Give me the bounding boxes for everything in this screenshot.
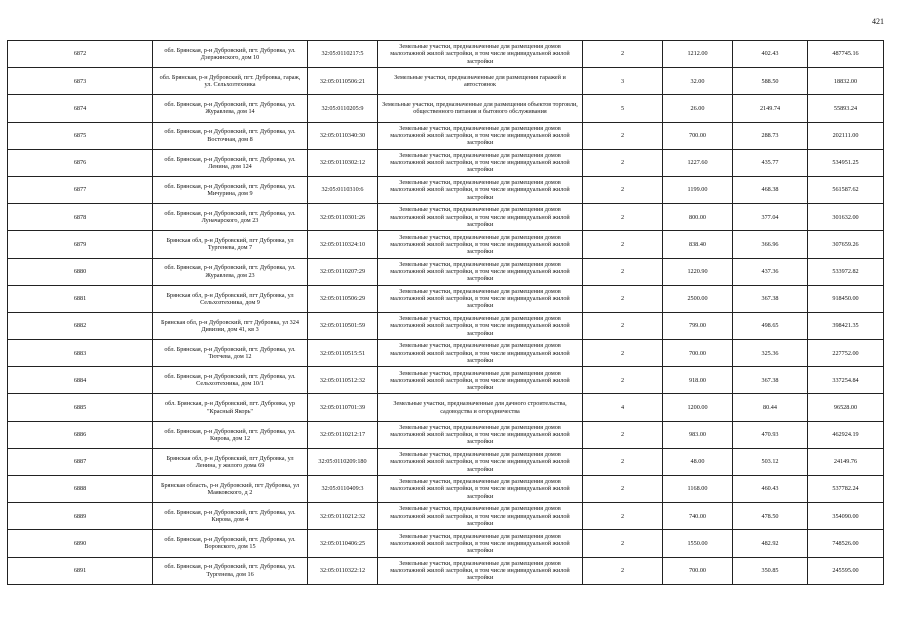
table-row [8,340,884,367]
cadastral-value-cell: 561587.62 [808,176,884,203]
table-row [8,448,884,475]
cadastral-number-cell: 32:05:0110302:12 [308,149,378,176]
specific-value-cell: 367.38 [733,285,808,312]
use-group-cell: 2 [583,41,663,68]
permitted-use-cell: Земельные участки, предназначенные для размещения домов малоэтажной жилой застройки, в том числе индивидуальной жилой застройки [378,149,583,176]
cadastral-number-cell: 32:05:0110310:6 [308,176,378,203]
address-cell: обл. Брянская, р-н Дубровский, пгт. Дубровка, ул. Тургенева, дом 16 [153,557,308,584]
use-group-cell: 2 [583,503,663,530]
cadastral-value-cell: 398421.35 [808,312,884,339]
address-cell: обл. Брянская, р-н Дубровский, пгт. Дубровка, ул. Дзержинского, дом 10 [153,41,308,68]
use-group-cell: 4 [583,394,663,421]
address-cell: обл. Брянская, р-н Дубровский, пгт. Дубровка, ул. Кирова, дом 12 [153,421,308,448]
permitted-use-cell: Земельные участки, предназначенные для размещения домов малоэтажной жилой застройки, в том числе индивидуальной жилой застройки [378,176,583,203]
row-number: 6883 [8,340,153,367]
cadastral-value-cell: 748526.00 [808,530,884,557]
permitted-use-cell: Земельные участки, предназначенные для дачного строительства, садоводства и огородничества [378,394,583,421]
row-number: 6885 [8,394,153,421]
permitted-use-cell: Земельные участки, предназначенные для размещения домов малоэтажной жилой застройки, в том числе индивидуальной жилой застройки [378,448,583,475]
specific-value-cell: 350.85 [733,557,808,584]
area-cell: 1220.90 [663,258,733,285]
address-cell: обл. Брянская, р-н Дубровский, пгт. Дубровка, ул. Восточная, дом 8 [153,122,308,149]
specific-value-cell: 470.93 [733,421,808,448]
cadastral-value-cell: 202111.00 [808,122,884,149]
area-cell: 48.00 [663,448,733,475]
permitted-use-cell: Земельные участки, предназначенные для размещения домов малоэтажной жилой застройки, в том числе индивидуальной жилой застройки [378,122,583,149]
row-number: 6876 [8,149,153,176]
cadastral-value-cell: 18832.00 [808,68,884,95]
permitted-use-cell: Земельные участки, предназначенные для размещения домов малоэтажной жилой застройки, в том числе индивидуальной жилой застройки [378,476,583,503]
cadastral-value-cell: 537782.24 [808,476,884,503]
cadastral-number-cell: 32:05:0110409:3 [308,476,378,503]
permitted-use-cell: Земельные участки, предназначенные для размещения домов малоэтажной жилой застройки, в том числе индивидуальной жилой застройки [378,557,583,584]
use-group-cell: 2 [583,340,663,367]
row-number: 6881 [8,285,153,312]
area-cell: 1550.00 [663,530,733,557]
address-cell: обл. Брянская, р-н Дубровский, пгт. Дубровка, ур "Красный Якорь" [153,394,308,421]
cadastral-number-cell: 32:05:0110212:32 [308,503,378,530]
specific-value-cell: 588.50 [733,68,808,95]
row-number: 6877 [8,176,153,203]
permitted-use-cell: Земельные участки, предназначенные для размещения домов малоэтажной жилой застройки, в том числе индивидуальной жилой застройки [378,367,583,394]
row-number: 6874 [8,95,153,122]
address-cell: Брянская обл, р-н Дубровский, пгт Дубровка, ул Сельхозтехника, дом 9 [153,285,308,312]
specific-value-cell: 482.92 [733,530,808,557]
area-cell: 700.00 [663,122,733,149]
cadastral-number-cell: 32:05:0110340:30 [308,122,378,149]
address-cell: Брянская область, р-н Дубровский, пгт Дубровка, ул Маяковского, д 2 [153,476,308,503]
area-cell: 1168.00 [663,476,733,503]
row-number: 6878 [8,204,153,231]
cadastral-number-cell: 32:05:0110322:12 [308,557,378,584]
use-group-cell: 3 [583,68,663,95]
cadastral-number-cell: 32:05:0110515:51 [308,340,378,367]
use-group-cell: 2 [583,367,663,394]
permitted-use-cell: Земельные участки, предназначенные для размещения домов малоэтажной жилой застройки, в том числе индивидуальной жилой застройки [378,258,583,285]
cadastral-number-cell: 32:05:0110701:39 [308,394,378,421]
specific-value-cell: 325.36 [733,340,808,367]
specific-value-cell: 435.77 [733,149,808,176]
table-row [8,258,884,285]
address-cell: обл. Брянская, р-н Дубровский, пгт. Дубровка, ул. Воровского, дом 15 [153,530,308,557]
cadastral-number-cell: 32:05:0110406:25 [308,530,378,557]
cadastral-value-cell: 918450.00 [808,285,884,312]
row-number: 6872 [8,41,153,68]
area-cell: 32.00 [663,68,733,95]
use-group-cell: 5 [583,95,663,122]
cadastral-value-cell: 487745.16 [808,41,884,68]
permitted-use-cell: Земельные участки, предназначенные для размещения домов малоэтажной жилой застройки, в том числе индивидуальной жилой застройки [378,503,583,530]
use-group-cell: 2 [583,421,663,448]
use-group-cell: 2 [583,285,663,312]
row-number: 6875 [8,122,153,149]
address-cell: обл. Брянская, р-н Дубровский, пгт. Дубровка, ул. Мичурина, дом 9 [153,176,308,203]
table-row [8,476,884,503]
area-cell: 1227.60 [663,149,733,176]
cadastral-value-cell: 55893.24 [808,95,884,122]
use-group-cell: 2 [583,231,663,258]
row-number: 6880 [8,258,153,285]
cadastral-number-cell: 32:05:0110212:17 [308,421,378,448]
cadastral-number-cell: 32:05:0110207:29 [308,258,378,285]
cadastral-value-cell: 337254.84 [808,367,884,394]
cadastral-value-cell: 227752.00 [808,340,884,367]
use-group-cell: 2 [583,312,663,339]
land-plots-table [7,40,884,585]
use-group-cell: 2 [583,530,663,557]
table-row [8,367,884,394]
cadastral-number-cell: 32:05:0110506:29 [308,285,378,312]
area-cell: 918.00 [663,367,733,394]
row-number: 6888 [8,476,153,503]
cadastral-number-cell: 32:05:0110209:180 [308,448,378,475]
use-group-cell: 2 [583,557,663,584]
permitted-use-cell: Земельные участки, предназначенные для размещения гаражей и автостоянок [378,68,583,95]
area-cell: 1199.00 [663,176,733,203]
address-cell: обл. Брянская, р-н Дубровский, пгт. Дубровка, гараж, ул. Сельхозтехника [153,68,308,95]
permitted-use-cell: Земельные участки, предназначенные для размещения домов малоэтажной жилой застройки, в том числе индивидуальной жилой застройки [378,285,583,312]
use-group-cell: 2 [583,149,663,176]
cadastral-number-cell: 32:05:0110301:26 [308,204,378,231]
cadastral-value-cell: 245595.00 [808,557,884,584]
row-number: 6882 [8,312,153,339]
cadastral-value-cell: 301632.00 [808,204,884,231]
table-row [8,41,884,68]
specific-value-cell: 460.43 [733,476,808,503]
table-row [8,176,884,203]
table-row [8,421,884,448]
cadastral-number-cell: 32:05:0110512:32 [308,367,378,394]
table-body [8,41,884,585]
permitted-use-cell: Земельные участки, предназначенные для размещения домов малоэтажной жилой застройки, в том числе индивидуальной жилой застройки [378,530,583,557]
use-group-cell: 2 [583,448,663,475]
specific-value-cell: 377.04 [733,204,808,231]
address-cell: обл. Брянская, р-н Дубровский, пгт. Дубровка, ул. Сельхозтехника, дом 10/1 [153,367,308,394]
specific-value-cell: 366.96 [733,231,808,258]
specific-value-cell: 503.12 [733,448,808,475]
use-group-cell: 2 [583,176,663,203]
use-group-cell: 2 [583,122,663,149]
table-row [8,231,884,258]
table-row [8,530,884,557]
cadastral-number-cell: 32:05:0110501:59 [308,312,378,339]
permitted-use-cell: Земельные участки, предназначенные для размещения домов малоэтажной жилой застройки, в том числе индивидуальной жилой застройки [378,421,583,448]
area-cell: 800.00 [663,204,733,231]
row-number: 6891 [8,557,153,584]
address-cell: обл. Брянская, р-н Дубровский, пгт. Дубровка, ул. Ленина, дом 124 [153,149,308,176]
page-number: 421 [872,17,884,26]
specific-value-cell: 80.44 [733,394,808,421]
area-cell: 700.00 [663,557,733,584]
cadastral-value-cell: 533972.82 [808,258,884,285]
cadastral-value-cell: 462924.19 [808,421,884,448]
table-row [8,122,884,149]
table-row [8,312,884,339]
specific-value-cell: 437.36 [733,258,808,285]
use-group-cell: 2 [583,258,663,285]
specific-value-cell: 288.73 [733,122,808,149]
row-number: 6886 [8,421,153,448]
area-cell: 1212.00 [663,41,733,68]
permitted-use-cell: Земельные участки, предназначенные для размещения домов малоэтажной жилой застройки, в том числе индивидуальной жилой застройки [378,312,583,339]
specific-value-cell: 2149.74 [733,95,808,122]
permitted-use-cell: Земельные участки, предназначенные для размещения домов малоэтажной жилой застройки, в том числе индивидуальной жилой застройки [378,231,583,258]
cadastral-number-cell: 32:05:0110217:5 [308,41,378,68]
table-row [8,503,884,530]
address-cell: обл. Брянская, р-н Дубровский, пгт. Дубровка, ул. Луначарского, дом 23 [153,204,308,231]
table-row [8,68,884,95]
cadastral-number-cell: 32:05:0110324:10 [308,231,378,258]
area-cell: 1200.00 [663,394,733,421]
address-cell: обл. Брянская, р-н Дубровский, пгт. Дубровка, ул. Журавлева, дом 23 [153,258,308,285]
row-number: 6887 [8,448,153,475]
permitted-use-cell: Земельные участки, предназначенные для размещения домов малоэтажной жилой застройки, в том числе индивидуальной жилой застройки [378,41,583,68]
use-group-cell: 2 [583,204,663,231]
row-number: 6884 [8,367,153,394]
area-cell: 700.00 [663,340,733,367]
cadastral-number-cell: 32:05:0110506:21 [308,68,378,95]
area-cell: 838.40 [663,231,733,258]
area-cell: 26.00 [663,95,733,122]
row-number: 6890 [8,530,153,557]
area-cell: 799.00 [663,312,733,339]
specific-value-cell: 367.38 [733,367,808,394]
row-number: 6873 [8,68,153,95]
table-row [8,285,884,312]
permitted-use-cell: Земельные участки, предназначенные для размещения домов малоэтажной жилой застройки, в том числе индивидуальной жилой застройки [378,340,583,367]
specific-value-cell: 468.38 [733,176,808,203]
area-cell: 740.00 [663,503,733,530]
cadastral-number-cell: 32:05:0110205:9 [308,95,378,122]
table-row [8,95,884,122]
specific-value-cell: 478.50 [733,503,808,530]
permitted-use-cell: Земельные участки, предназначенные для размещения объектов торговли, общественного питания и бытового обслуживания [378,95,583,122]
table-row [8,149,884,176]
address-cell: обл. Брянская, р-н Дубровский, пгт. Дубровка, ул. Журавлева, дом 14 [153,95,308,122]
area-cell: 2500.00 [663,285,733,312]
table-row [8,557,884,584]
cadastral-value-cell: 534951.25 [808,149,884,176]
cadastral-value-cell: 354090.00 [808,503,884,530]
cadastral-value-cell: 96528.00 [808,394,884,421]
specific-value-cell: 402.43 [733,41,808,68]
row-number: 6889 [8,503,153,530]
address-cell: Брянская обл, р-н Дубровский, пгт Дубровка, ул 324 Дивизии, дом 41, кв 3 [153,312,308,339]
address-cell: обл. Брянская, р-н Дубровский, пгт. Дубровка, ул. Кирова, дом 4 [153,503,308,530]
permitted-use-cell: Земельные участки, предназначенные для размещения домов малоэтажной жилой застройки, в том числе индивидуальной жилой застройки [378,204,583,231]
table-row [8,394,884,421]
row-number: 6879 [8,231,153,258]
area-cell: 983.00 [663,421,733,448]
specific-value-cell: 498.65 [733,312,808,339]
cadastral-value-cell: 307659.26 [808,231,884,258]
use-group-cell: 2 [583,476,663,503]
cadastral-value-cell: 24149.76 [808,448,884,475]
address-cell: Брянская обл, р-н Дубровский, пгт Дубровка, ул Ленина, у жилого дома 69 [153,448,308,475]
address-cell: Брянская обл, р-н Дубровский, пгт Дубровка, ул Тургенева, дом 7 [153,231,308,258]
address-cell: обл. Брянская, р-н Дубровский, пгт. Дубровка, ул. Тютчева, дом 12 [153,340,308,367]
table-row [8,204,884,231]
